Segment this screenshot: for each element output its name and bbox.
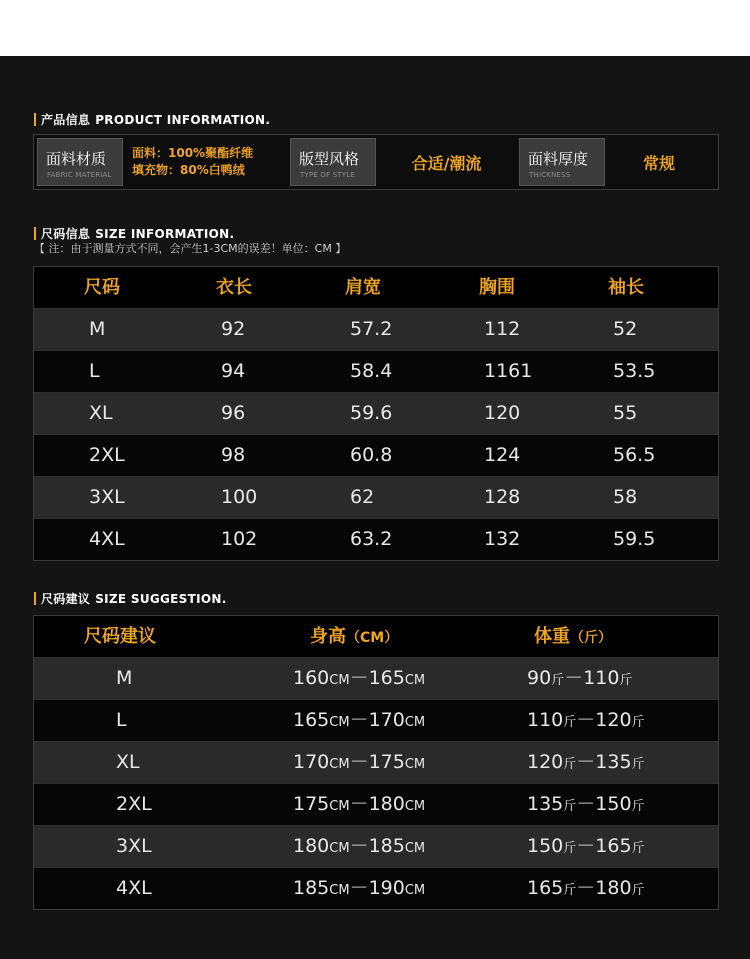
range-dash: － — [576, 751, 596, 773]
size-info-cell: 112 — [484, 318, 521, 340]
height-from: 185 — [293, 877, 330, 899]
range-dash: － — [576, 709, 596, 731]
size-suggestion-title-en: SIZE SUGGESTION. — [95, 591, 227, 606]
size-suggestion-header-cell — [310, 616, 398, 657]
cm-unit: CM — [329, 841, 350, 856]
size-info-cell: 94 — [221, 360, 246, 382]
suggestion-weight-cell — [527, 868, 645, 909]
size-info-row — [34, 351, 718, 393]
height-from: 180 — [293, 835, 330, 857]
size-info-title-cn: 尺码信息 — [41, 227, 91, 241]
fabric-material-label-cn: 面料材质 — [46, 150, 107, 168]
height-from: 160 — [293, 667, 330, 689]
fabric-material-value-line2: 填充物：80%白鸭绒 — [132, 163, 245, 177]
size-info-table — [33, 266, 719, 561]
height-from: 175 — [293, 793, 330, 815]
height-to: 165 — [368, 667, 405, 689]
suggestion-height-cell — [293, 826, 425, 867]
size-info-cell: 59.5 — [613, 528, 656, 550]
range-dash: － — [349, 667, 369, 689]
jin-unit: 斤 — [631, 883, 645, 898]
range-dash: － — [349, 751, 369, 773]
cm-unit: CM — [404, 673, 426, 688]
weight-to: 120 — [595, 709, 632, 731]
size-info-cell: 63.2 — [350, 528, 393, 550]
suggestion-weight-cell — [527, 826, 645, 867]
product-info-title-en: PRODUCT INFORMATION. — [95, 112, 271, 127]
style-type-value: 合适/潮流 — [411, 153, 482, 173]
weight-from: 90 — [527, 667, 552, 689]
jin-unit: 斤 — [563, 883, 577, 898]
suggestion-size-cell: M — [116, 667, 133, 689]
style-type-label-en: TYPE OF STYLE — [300, 171, 356, 179]
jin-unit: 斤 — [563, 841, 577, 856]
header-unit: （斤） — [570, 630, 612, 646]
size-info-cell: 59.6 — [350, 402, 393, 424]
fabric-material-label-en: FABRIC MATERIAL — [47, 171, 112, 179]
weight-from: 150 — [527, 835, 564, 857]
size-info-cell: 53.5 — [613, 360, 656, 382]
jin-unit: 斤 — [631, 715, 645, 730]
size-info-header-cell: 肩宽 — [345, 277, 381, 298]
jin-unit: 斤 — [631, 799, 645, 814]
product-info-title-cn: 产品信息 — [41, 113, 91, 127]
suggestion-weight-cell — [527, 700, 645, 741]
size-suggestion-row — [34, 742, 718, 784]
size-info-cell: 58 — [613, 486, 638, 508]
weight-to: 150 — [595, 793, 632, 815]
cm-unit: CM — [329, 673, 350, 688]
header-unit: （CM） — [346, 630, 399, 646]
cm-unit: CM — [329, 715, 350, 730]
size-info-header-cell: 衣长 — [216, 277, 252, 298]
suggestion-height-cell — [293, 700, 425, 741]
size-info-cell: 56.5 — [613, 444, 656, 466]
header-label: 体重 — [534, 626, 570, 647]
size-info-row — [34, 393, 718, 435]
size-suggestion-header-cell — [84, 616, 156, 657]
size-info-cell: 52 — [613, 318, 638, 340]
header-label: 尺码建议 — [84, 626, 156, 647]
range-dash: － — [576, 835, 596, 857]
suggestion-weight-cell — [527, 784, 645, 825]
suggestion-size-cell: L — [116, 709, 127, 731]
size-info-row — [34, 477, 718, 519]
weight-to: 165 — [595, 835, 632, 857]
weight-from: 165 — [527, 877, 564, 899]
size-info-cell: 132 — [484, 528, 521, 550]
thickness-value: 常规 — [642, 153, 675, 173]
size-info-cell: 128 — [484, 486, 521, 508]
cm-unit: CM — [404, 799, 426, 814]
size-suggestion-row — [34, 784, 718, 826]
size-suggestion-header-row — [34, 616, 718, 658]
fabric-material-label — [37, 138, 123, 186]
suggestion-size-cell: 4XL — [116, 877, 152, 899]
size-info-cell: 96 — [221, 402, 246, 424]
size-suggestion-row — [34, 826, 718, 868]
jin-unit: 斤 — [619, 673, 633, 688]
size-info-cell: 98 — [221, 444, 246, 466]
title-accent-bar — [34, 113, 36, 126]
size-info-cell: 58.4 — [350, 360, 393, 382]
range-dash: － — [349, 877, 369, 899]
suggestion-size-cell: 2XL — [116, 793, 152, 815]
jin-unit: 斤 — [551, 673, 565, 688]
jin-unit: 斤 — [563, 715, 577, 730]
cm-unit: CM — [404, 841, 426, 856]
header-label: 身高 — [310, 626, 346, 647]
size-suggestion-row — [34, 868, 718, 909]
thickness-label — [519, 138, 605, 186]
size-suggestion-row — [34, 700, 718, 742]
size-info-header-cell: 尺码 — [84, 277, 120, 298]
size-suggestion-header-cell — [534, 616, 612, 657]
range-dash: － — [564, 667, 584, 689]
style-type-label — [290, 138, 376, 186]
size-suggestion-title-cn: 尺码建议 — [41, 592, 91, 606]
size-info-cell: 62 — [350, 486, 375, 508]
style-type-label-cn: 版型风格 — [299, 150, 360, 168]
measurement-note: 【 注：由于测量方式不同，会产生1-3CM的误差！单位：CM 】 — [34, 242, 347, 255]
fabric-material-value-line1: 面料：100%聚酯纤维 — [132, 146, 254, 160]
suggestion-height-cell — [293, 868, 425, 909]
cm-unit: CM — [404, 883, 426, 898]
jin-unit: 斤 — [631, 841, 645, 856]
size-info-cell: 1161 — [484, 360, 533, 382]
size-info-cell: 124 — [484, 444, 521, 466]
suggestion-weight-cell — [527, 658, 633, 699]
size-info-cell: 55 — [613, 402, 638, 424]
suggestion-weight-cell — [527, 742, 645, 783]
title-accent-bar — [34, 592, 36, 605]
size-info-row — [34, 435, 718, 477]
size-suggestion-title — [34, 590, 227, 607]
size-info-cell: 60.8 — [350, 444, 393, 466]
size-info-cell: 92 — [221, 318, 246, 340]
product-info-title — [34, 111, 270, 128]
size-info-cell: 120 — [484, 402, 521, 424]
size-suggestion-row — [34, 658, 718, 700]
size-info-row — [34, 519, 718, 560]
cm-unit: CM — [329, 799, 350, 814]
weight-to: 110 — [583, 667, 620, 689]
size-info-cell: 2XL — [89, 444, 125, 466]
height-to: 180 — [368, 793, 405, 815]
size-info-header-cell: 袖长 — [608, 277, 644, 298]
range-dash: － — [576, 793, 596, 815]
jin-unit: 斤 — [563, 757, 577, 772]
suggestion-height-cell — [293, 742, 425, 783]
size-info-cell: XL — [89, 402, 113, 424]
jin-unit: 斤 — [563, 799, 577, 814]
fabric-material-value — [130, 138, 285, 186]
suggestion-height-cell — [293, 784, 425, 825]
weight-to: 180 — [595, 877, 632, 899]
cm-unit: CM — [404, 715, 426, 730]
size-info-title-en: SIZE INFORMATION. — [95, 226, 235, 241]
cm-unit: CM — [329, 883, 350, 898]
product-info-row — [33, 134, 719, 190]
title-accent-bar — [34, 227, 36, 240]
height-to: 175 — [368, 751, 405, 773]
size-info-header-cell: 胸围 — [479, 277, 515, 298]
size-info-cell: L — [89, 360, 100, 382]
range-dash: － — [349, 835, 369, 857]
thickness-label-en: THICKNESS — [529, 171, 571, 179]
weight-to: 135 — [595, 751, 632, 773]
size-info-cell: M — [89, 318, 106, 340]
height-to: 170 — [368, 709, 405, 731]
suggestion-size-cell: 3XL — [116, 835, 152, 857]
weight-from: 135 — [527, 793, 564, 815]
height-to: 190 — [368, 877, 405, 899]
jin-unit: 斤 — [631, 757, 645, 772]
size-info-header-row — [34, 267, 718, 309]
suggestion-size-cell: XL — [116, 751, 140, 773]
cm-unit: CM — [329, 757, 350, 772]
size-info-cell: 3XL — [89, 486, 125, 508]
thickness-label-cn: 面料厚度 — [528, 150, 589, 168]
size-info-row — [34, 309, 718, 351]
height-from: 165 — [293, 709, 330, 731]
size-suggestion-table — [33, 615, 719, 910]
cm-unit: CM — [404, 757, 426, 772]
suggestion-height-cell — [293, 658, 425, 699]
size-info-cell: 4XL — [89, 528, 125, 550]
size-info-cell: 100 — [221, 486, 258, 508]
size-info-cell: 102 — [221, 528, 258, 550]
range-dash: － — [349, 793, 369, 815]
range-dash: － — [349, 709, 369, 731]
weight-from: 110 — [527, 709, 564, 731]
height-to: 185 — [368, 835, 405, 857]
size-info-cell: 57.2 — [350, 318, 393, 340]
height-from: 170 — [293, 751, 330, 773]
weight-from: 120 — [527, 751, 564, 773]
range-dash: － — [576, 877, 596, 899]
